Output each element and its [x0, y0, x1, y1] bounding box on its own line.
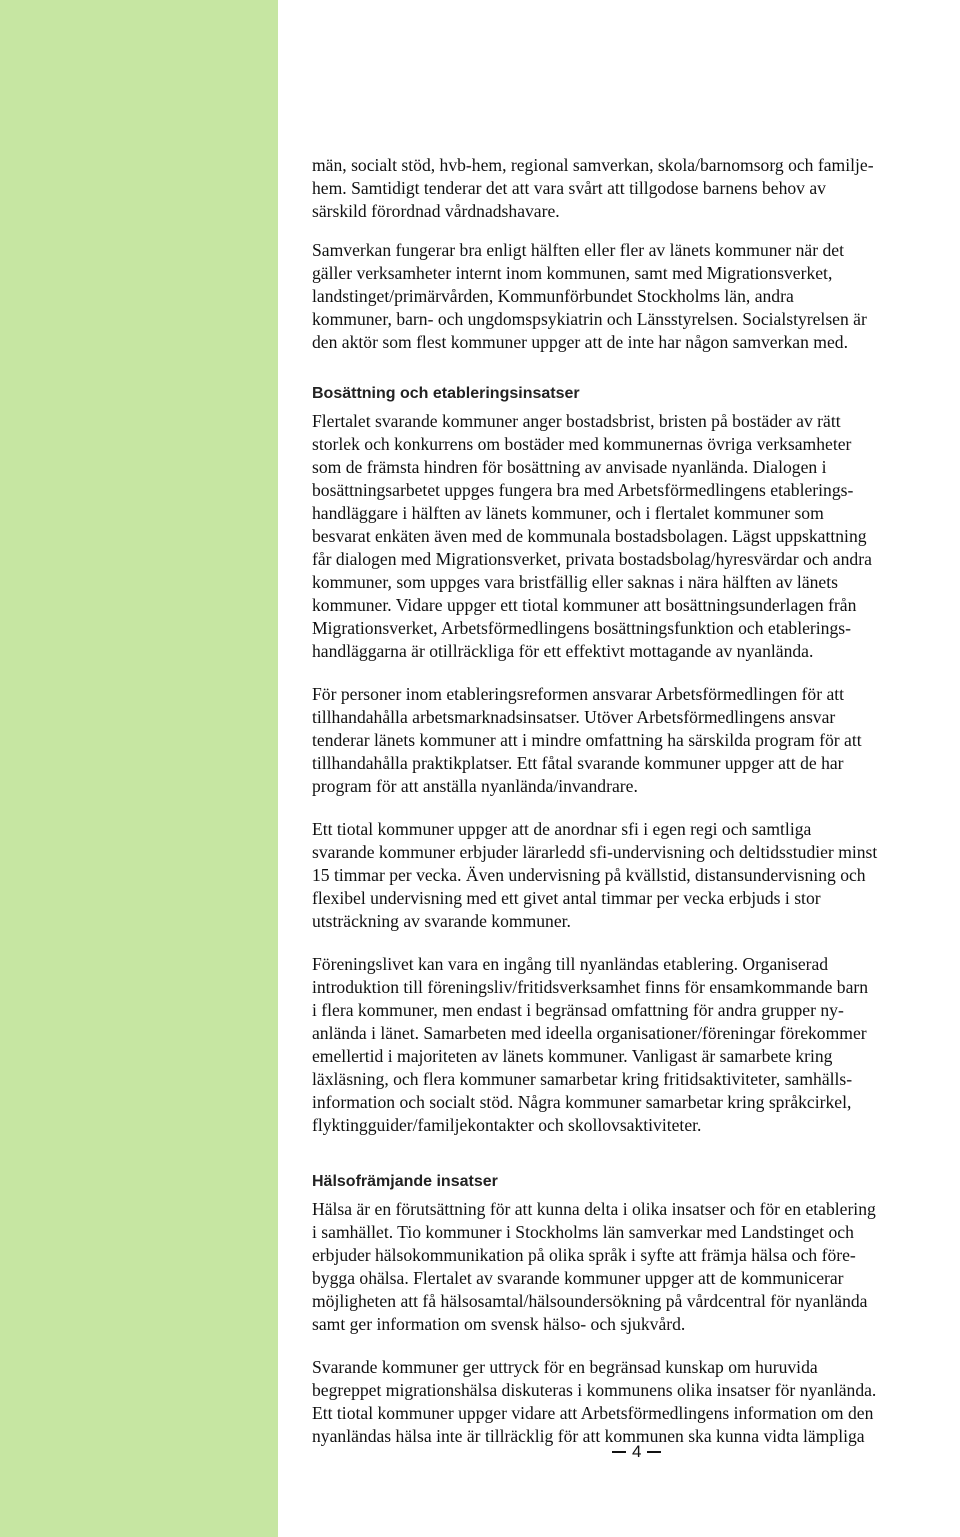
paragraph-intro-continued: [312, 154, 958, 223]
text-line: särskild förordnad vårdnadshavare.: [312, 201, 560, 221]
text-line: bosättningsarbetet uppges fungera bra med Arbetsförmedlingens etablerings-: [312, 480, 854, 500]
text-line: introduktion till föreningsliv/fritidsverksamhet finns för ensamkommande barn: [312, 977, 869, 997]
page-number-dash-left: [612, 1451, 626, 1453]
text-line: möjligheten att få hälsosamtal/hälsoundersökning på vårdcentral för nyanlända: [312, 1291, 868, 1311]
text-line: Föreningslivet kan vara en ingång till nyanländas etablering. Organiserad: [312, 954, 829, 974]
page-number: [612, 1440, 661, 1464]
text-line: Svarande kommuner ger uttryck för en begränsad kunskap om huruvida: [312, 1357, 818, 1377]
text-line: nyanländas hälsa inte är tillräcklig för att kommunen ska kunna vidta lämpliga: [312, 1426, 865, 1446]
paragraph-bosattning-3: [312, 818, 958, 933]
text-line: emellertid i majoriteten av länets kommuner. Vanligast är samarbete kring: [312, 1046, 833, 1066]
text-line: får dialogen med Migrationsverket, privata bostadsbolag/hyresvärdar och andra: [312, 549, 872, 569]
text-line: Samverkan fungerar bra enligt hälften eller fler av länets kommuner när det: [312, 240, 844, 260]
text-line: begreppet migrationshälsa diskuteras i kommunens olika insatser för nyanlända.: [312, 1380, 877, 1400]
text-line: 15 timmar per vecka. Även undervisning på kvällstid, distansundervisning och: [312, 865, 866, 885]
text-line: samt ger information om svensk hälso- och sjukvård.: [312, 1314, 686, 1334]
page-number-dash-right: [647, 1451, 661, 1453]
text-line: Flertalet svarande kommuner anger bostadsbrist, bristen på bostäder av rätt: [312, 411, 841, 431]
text-line: kommuner. Vidare uppger ett tiotal kommuner att bosättningsunderlagen från: [312, 595, 857, 615]
paragraph-bosattning-4: [312, 953, 958, 1137]
text-line: i flera kommuner, men endast i begränsad omfattning för andra grupper ny-: [312, 1000, 844, 1020]
page-margin-color-band: [0, 0, 278, 1537]
text-line: Ett tiotal kommuner uppger vidare att Arbetsförmedlingens information om den: [312, 1403, 874, 1423]
section-heading-halsoframjande: Hälsofrämjande insatser: [312, 1173, 498, 1190]
text-line: bygga ohälsa. Flertalet av svarande kommuner uppger att de kommunicerar: [312, 1268, 844, 1288]
text-line: information och socialt stöd. Några kommuner samarbetar kring språkcirkel,: [312, 1092, 852, 1112]
text-line: den aktör som flest kommuner uppger att de inte har någon samverkan med.: [312, 332, 848, 352]
text-line: utsträckning av svarande kommuner.: [312, 911, 571, 931]
text-line: anlända i länet. Samarbeten med ideella organisationer/föreningar förekommer: [312, 1023, 867, 1043]
document-body: [312, 154, 958, 1448]
text-line: landstinget/primärvården, Kommunförbundet Stockholms län, andra: [312, 286, 794, 306]
text-line: flyktingguider/familjekontakter och skollovsaktiviteter.: [312, 1115, 702, 1135]
paragraph-samverkan: [312, 239, 958, 354]
text-line: tenderar länets kommuner att i mindre omfattning ha särskilda program för att: [312, 730, 862, 750]
text-line: som de främsta hindren för bosättning av anvisade nyanlända. Dialogen i: [312, 457, 827, 477]
text-line: läxläsning, och flera kommuner samarbetar kring fritidsaktiviteter, samhälls-: [312, 1069, 853, 1089]
text-line: erbjuder hälsokommunikation på olika språk i syfte att främja hälsa och före-: [312, 1245, 856, 1265]
page-number-text: 4: [632, 1442, 642, 1461]
text-line: gäller verksamheter internt inom kommunen, samt med Migrationsverket,: [312, 263, 833, 283]
text-line: hem. Samtidigt tenderar det att vara svårt att tillgodose barnens behov av: [312, 178, 826, 198]
paragraph-bosattning-1: [312, 410, 958, 663]
text-line: Migrationsverket, Arbetsförmedlingens bosättningsfunktion och etablerings-: [312, 618, 851, 638]
text-line: tillhandahålla praktikplatser. Ett fåtal svarande kommuner uppger att de har: [312, 753, 844, 773]
text-line: kommuner, barn- och ungdomspsykiatrin och Länsstyrelsen. Socialstyrelsen är: [312, 309, 867, 329]
paragraph-halsa-1: [312, 1198, 958, 1336]
text-line: kommuner, som uppges vara bristfällig eller saknas i nära hälften av länets: [312, 572, 838, 592]
text-line: handläggarna är otillräckliga för ett effektivt mottagande av nyanlända.: [312, 641, 814, 661]
text-line: tillhandahålla arbetsmarknadsinsatser. Utöver Arbetsförmedlingens ansvar: [312, 707, 836, 727]
text-line: handläggare i hälften av länets kommuner, och i flertalet kommuner som: [312, 503, 824, 523]
text-line: svarande kommuner erbjuder lärarledd sfi-undervisning och deltidsstudier minst: [312, 842, 878, 862]
text-line: flexibel undervisning med ett givet antal timmar per vecka erbjuds i stor: [312, 888, 821, 908]
text-line: program för att anställa nyanlända/invandrare.: [312, 776, 638, 796]
section-heading-bosattning: Bosättning och etableringsinsatser: [312, 385, 580, 402]
text-line: Hälsa är en förutsättning för att kunna delta i olika insatser och för en etablering: [312, 1199, 876, 1219]
text-line: För personer inom etableringsreformen ansvarar Arbetsförmedlingen för att: [312, 684, 845, 704]
text-line: storlek och konkurrens om bostäder med kommunernas övriga verksamheter: [312, 434, 852, 454]
text-line: i samhället. Tio kommuner i Stockholms län samverkar med Landstinget och: [312, 1222, 854, 1242]
text-line: Ett tiotal kommuner uppger att de anordnar sfi i egen regi och samtliga: [312, 819, 812, 839]
paragraph-bosattning-2: [312, 683, 958, 798]
text-line: besvarat enkäten även med de kommunala bostadsbolagen. Lägst uppskattning: [312, 526, 867, 546]
paragraph-halsa-2: [312, 1356, 958, 1448]
text-line: män, socialt stöd, hvb-hem, regional samverkan, skola/barnomsorg och familje-: [312, 155, 874, 175]
